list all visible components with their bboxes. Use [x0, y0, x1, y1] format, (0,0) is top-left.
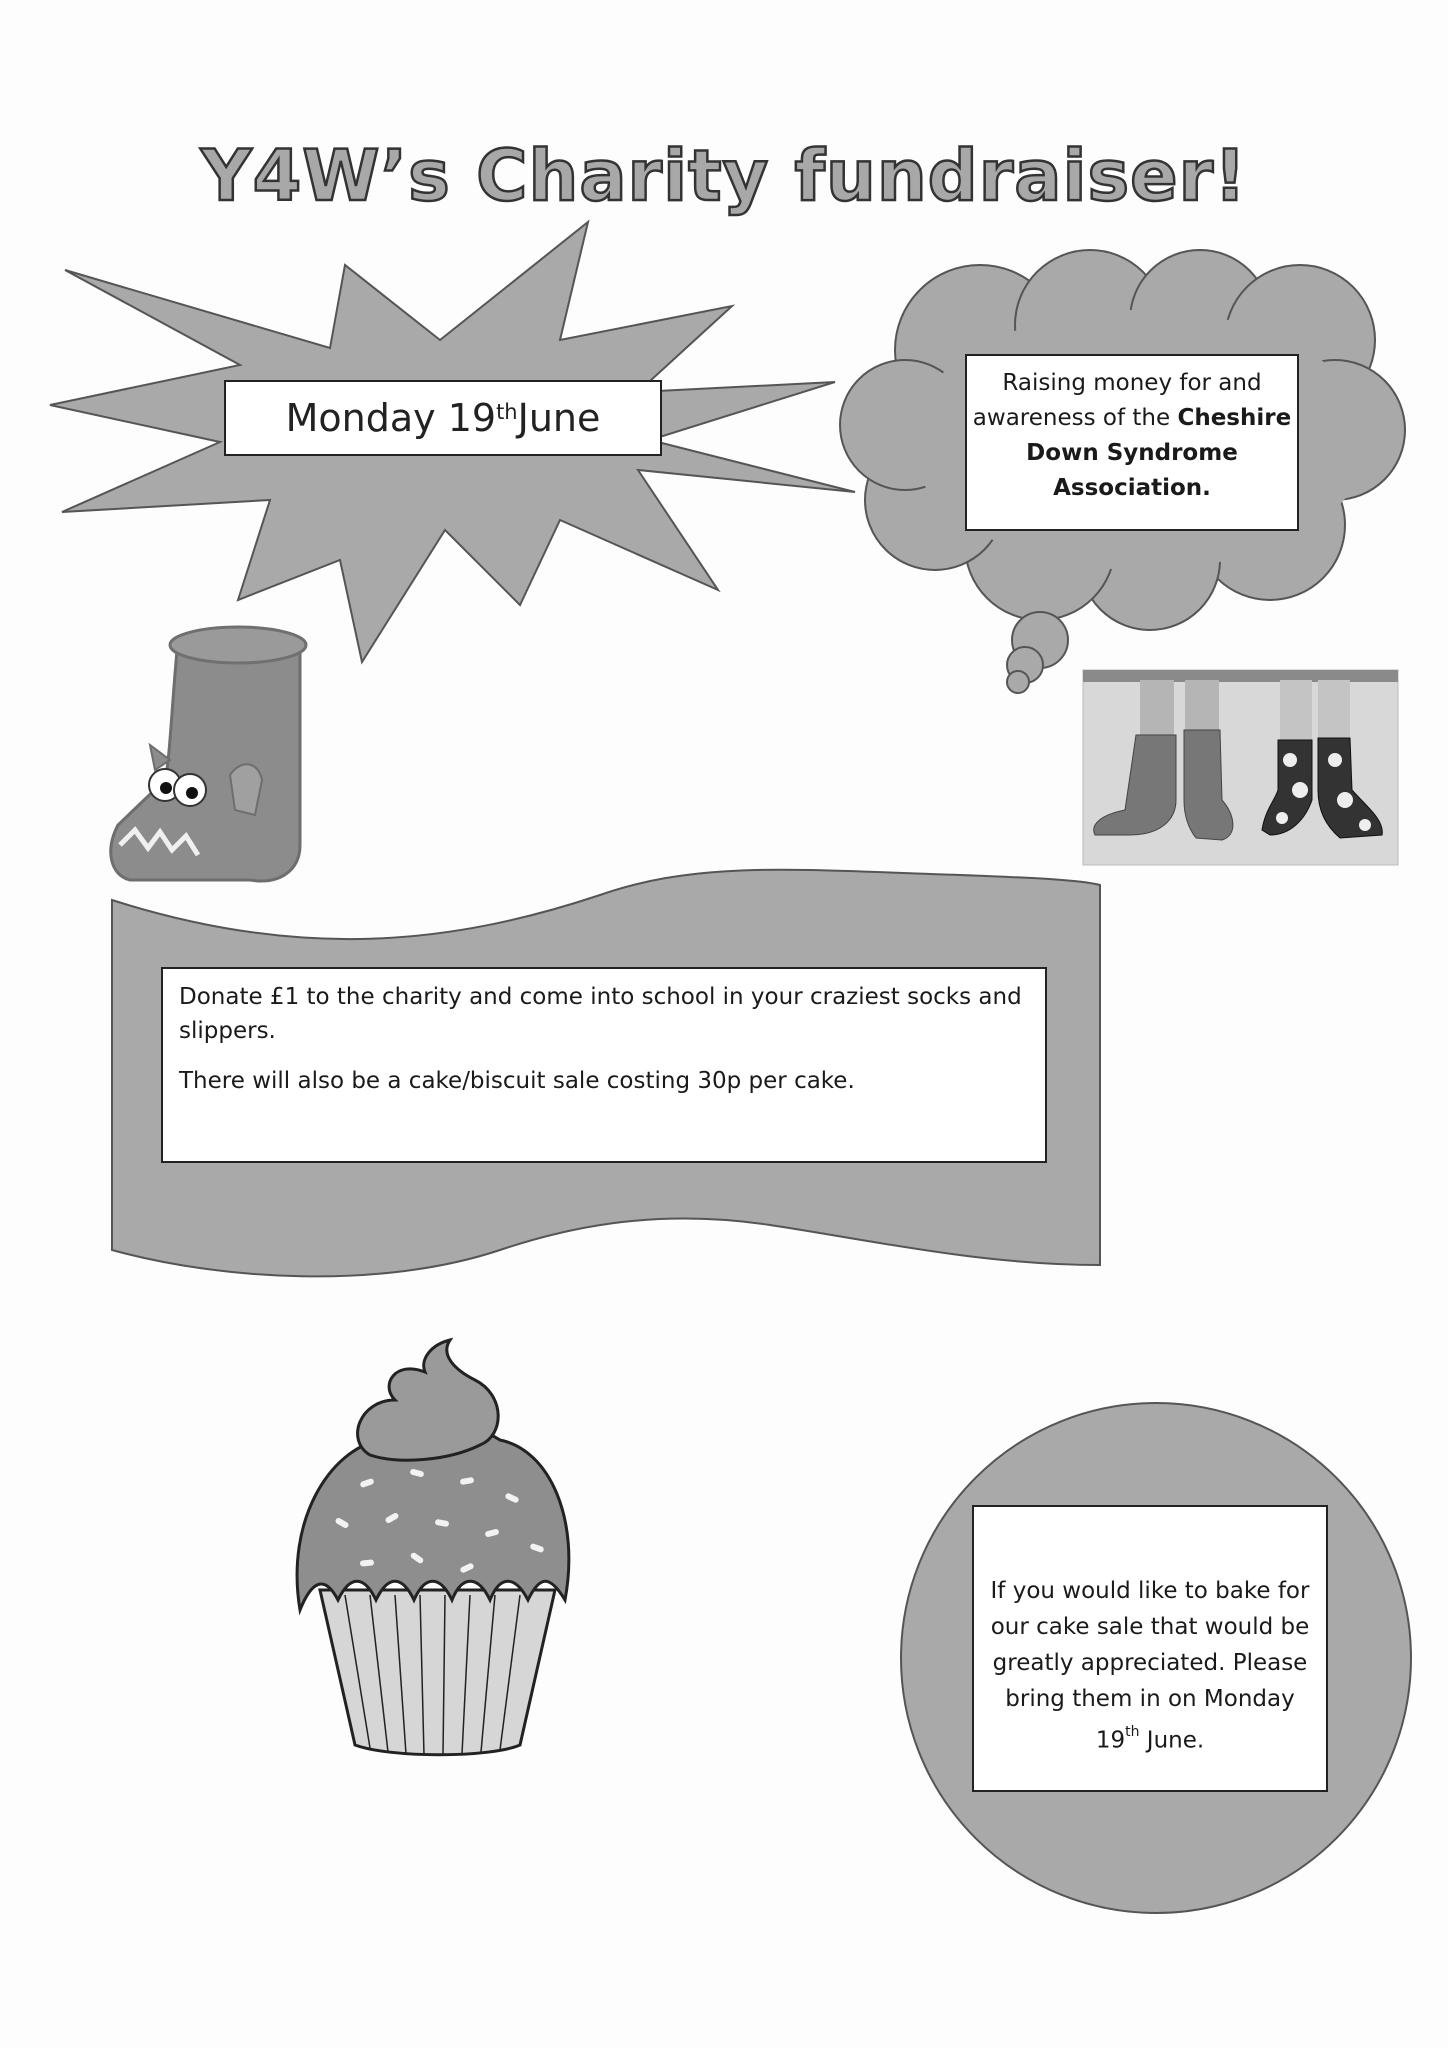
- bake-request-box: [972, 1505, 1328, 1792]
- cupcake-icon: [297, 1340, 569, 1755]
- cloud-line-1: Raising money for and: [1002, 370, 1262, 396]
- cake-sale-paragraph: There will also be a cake/biscuit sale costing 30p per cake.: [179, 1068, 855, 1094]
- bake-request-suffix: June.: [1139, 1727, 1205, 1754]
- cloud-line-3-bold: Down Syndrome: [1026, 440, 1238, 466]
- donation-paragraph: Donate £1 to the charity and come into school in your craziest socks and slippers.: [179, 984, 1022, 1044]
- date-suffix-sup: th: [496, 400, 518, 424]
- cloud-line-4-bold: Association.: [1053, 475, 1211, 501]
- cloud-line-4: [967, 471, 1297, 506]
- monster-slipper-icon: [111, 627, 306, 881]
- bake-request-sup: th: [1125, 1724, 1140, 1740]
- crazy-socks-photo: [1083, 670, 1398, 865]
- date-box: [224, 380, 662, 456]
- charity-info-box: [965, 354, 1299, 531]
- cloud-line-3: [967, 436, 1297, 471]
- date-month: June: [517, 396, 601, 440]
- donation-info-box: [161, 967, 1047, 1163]
- date-prefix: Monday 19: [285, 396, 497, 440]
- cloud-line-2-plain: awareness of the: [972, 405, 1178, 431]
- cloud-line-2-bold: Cheshire: [1177, 405, 1292, 431]
- page-title: Y4W’s Charity fundraiser!: [200, 135, 1248, 217]
- bake-request-text: If you would like to bake for our cake sale that would be greatly appreciated. Please bring them in on Monday 19: [990, 1578, 1310, 1754]
- cloud-line-2: [967, 401, 1297, 436]
